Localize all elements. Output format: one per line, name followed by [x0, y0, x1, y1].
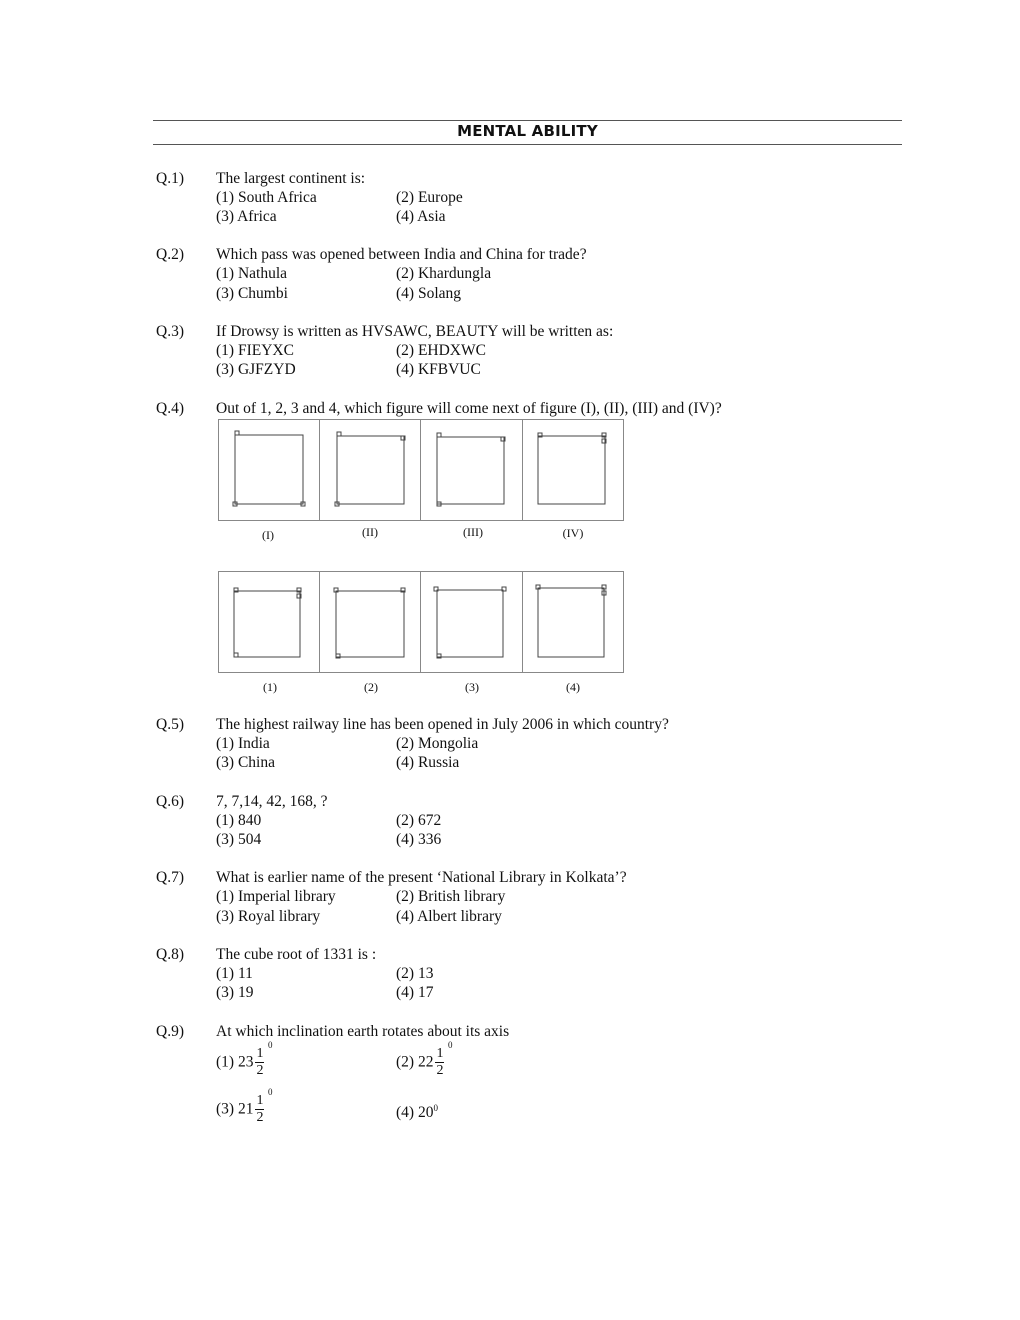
- option: (3) Royal library: [216, 908, 321, 925]
- fraction-numerator: 1: [256, 1093, 264, 1108]
- figure-III: [437, 433, 505, 506]
- option: [396, 1103, 438, 1122]
- figure-label: (4): [566, 680, 580, 694]
- option-prefix: (1) 23: [216, 1053, 254, 1071]
- option: [216, 1087, 273, 1126]
- figure-I: [233, 431, 305, 506]
- option: (1) 840: [216, 812, 262, 829]
- figure-II: [335, 432, 405, 506]
- question-number: Q.5): [156, 716, 184, 733]
- option: (1) Imperial library: [216, 888, 336, 905]
- option: (3) China: [216, 754, 275, 771]
- question-number: Q.8): [156, 946, 184, 963]
- option: (3) 19: [216, 984, 254, 1001]
- option: (2) Europe: [396, 189, 463, 206]
- figure-label: (III): [463, 525, 483, 539]
- question-text: 7, 7,14, 42, 168, ?: [216, 793, 328, 810]
- question-text: Which pass was opened between India and China for trade?: [216, 246, 587, 263]
- option: (1) India: [216, 735, 270, 752]
- question-number: Q.1): [156, 170, 184, 187]
- option: (3) GJFZYD: [216, 361, 296, 378]
- fraction-denominator: 2: [436, 1063, 444, 1078]
- question-number: Q.9): [156, 1023, 184, 1040]
- page-title: MENTAL ABILITY: [457, 122, 598, 140]
- figure-label: (2): [364, 680, 378, 694]
- figure-label: (IV): [562, 526, 584, 540]
- option-prefix: (3) 21: [216, 1100, 254, 1118]
- degree-superscript: 0: [433, 1103, 438, 1113]
- option: (4) Asia: [396, 208, 446, 225]
- option: (4) 336: [396, 831, 442, 848]
- option: (3) Chumbi: [216, 285, 288, 302]
- question-number: Q.6): [156, 793, 184, 810]
- fraction-denominator: 2: [256, 1063, 264, 1078]
- fraction: [435, 1040, 453, 1079]
- problem-figures: [218, 419, 624, 522]
- option: (3) 504: [216, 831, 262, 848]
- option: (2) British library: [396, 888, 506, 905]
- option: (1) FIEYXC: [216, 342, 294, 359]
- option-prefix: (4) 20: [396, 1104, 434, 1121]
- question-text: The largest continent is:: [216, 170, 366, 187]
- degree-superscript: 0: [447, 1040, 453, 1050]
- option: (2) 672: [396, 812, 442, 829]
- option: (1) 11: [216, 965, 253, 982]
- option-prefix: (2) 22: [396, 1053, 434, 1071]
- figure-4: [536, 585, 606, 657]
- figure-1: [234, 588, 301, 657]
- question-text: Out of 1, 2, 3 and 4, which figure will come next of figure (I), (II), (III) and (IV)?: [216, 400, 722, 417]
- option: (3) Africa: [216, 208, 277, 225]
- figure-label: (II): [362, 525, 378, 539]
- question-number: Q.7): [156, 869, 184, 886]
- fraction: [255, 1087, 273, 1126]
- figure-IV: [538, 433, 606, 504]
- figure-2: [334, 588, 405, 658]
- option: (1) Nathula: [216, 265, 288, 282]
- option: (4) Russia: [396, 754, 460, 771]
- figure-label: (I): [262, 528, 274, 542]
- option: (2) Mongolia: [396, 735, 479, 752]
- option: (1) South Africa: [216, 189, 317, 206]
- figure-label: (1): [263, 680, 277, 694]
- question-text: At which inclination earth rotates about its axis: [216, 1023, 510, 1040]
- option: (4) KFBVUC: [396, 361, 481, 378]
- option: (4) Solang: [396, 285, 462, 302]
- question-text: If Drowsy is written as HVSAWC, BEAUTY will be written as:: [216, 323, 614, 340]
- title-rule-bottom: [153, 144, 902, 145]
- fraction-numerator: 1: [436, 1046, 444, 1061]
- question-text: The highest railway line has been opened in July 2006 in which country?: [216, 716, 669, 733]
- question-number: Q.4): [156, 400, 184, 417]
- fraction-numerator: 1: [256, 1046, 264, 1061]
- fraction: [255, 1040, 273, 1079]
- figure-label: (3): [465, 680, 479, 694]
- fraction-denominator: 2: [256, 1110, 264, 1125]
- option: (4) Albert library: [396, 908, 502, 925]
- question-text: The cube root of 1331 is :: [216, 946, 377, 963]
- option: (2) 13: [396, 965, 434, 982]
- option: (2) EHDXWC: [396, 342, 486, 359]
- figure-3: [434, 587, 506, 658]
- option: [396, 1040, 453, 1079]
- degree-superscript: 0: [267, 1040, 273, 1050]
- question-text: What is earlier name of the present ‘National Library in Kolkata’?: [216, 869, 627, 886]
- degree-superscript: 0: [267, 1087, 273, 1097]
- answer-figures: [218, 571, 624, 674]
- option: (2) Khardungla: [396, 265, 492, 282]
- question-number: Q.3): [156, 323, 184, 340]
- question-number: Q.2): [156, 246, 184, 263]
- option: (4) 17: [396, 984, 434, 1001]
- title-rule-top: [153, 120, 902, 121]
- option: [216, 1040, 273, 1079]
